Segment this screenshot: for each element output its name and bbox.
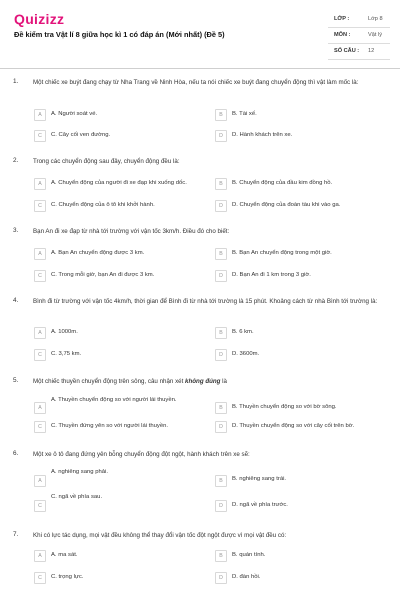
question-text: Bình đi từ trường với vận tốc 4km/h, thời gian để Bình đi từ nhà tới trường là 15 phút. Khoảng cách từ nhà Bình tới trường là: (33, 298, 378, 305)
question-text: Bạn An đi xe đạp từ nhà tới trường với vận tốc 3km/h. Điều đó cho biết: (33, 228, 230, 235)
option-letter-c: C (34, 349, 46, 361)
meta-subject-label: MÔN : (334, 32, 351, 38)
option-text: D. ngã về phía trước. (232, 502, 288, 508)
option-letter-a: A (34, 109, 46, 121)
option-text: B. Chuyển động của đầu kim đồng hồ. (232, 180, 333, 186)
option-text: D. Chuyển động của đoàn tàu khi vào ga. (232, 202, 341, 208)
option-text: C. Chuyển động của ô tô khi khởi hành. (51, 202, 155, 208)
question-text: Khi có lực tác dụng, mọi vật đều không thể thay đổi vận tốc đột ngột được vì mọi vật đều có: (33, 532, 287, 539)
meta-count-label: SỐ CÂU : (334, 48, 360, 54)
question-text (33, 377, 385, 387)
question-text: Trong các chuyển động sau đây, chuyển động đều là: (33, 158, 180, 165)
question-number: 2. (13, 157, 19, 164)
option-letter-a: A (34, 178, 46, 190)
option-letter-c: C (34, 130, 46, 142)
option-letter-d: D (215, 200, 227, 212)
option-letter-b: B (215, 248, 227, 260)
question-text: Một chiếc xe buýt đang chạy từ Nha Trang về Ninh Hòa, nếu ta nói chiếc xe buýt đang chuyển động thì vật làm mốc là: (33, 79, 359, 86)
question-number: 1. (13, 78, 19, 85)
worksheet-title: Đề kiểm tra Vật lí 8 giữa học kì 1 có đáp án (Mới nhất) (Đề 5) (14, 30, 225, 39)
option-text: A. Chuyển động của người đi xe đạp khi xuống dốc. (51, 180, 187, 186)
option-letter-b: B (215, 327, 227, 339)
option-text: A. Bạn An chuyển động được 3 km. (51, 250, 145, 256)
option-text: B. Bạn An chuyển động trong một giờ. (232, 250, 332, 256)
option-letter-b: B (215, 109, 227, 121)
question-4 (0, 297, 400, 367)
question-2 (0, 157, 400, 217)
worksheet-meta (328, 12, 390, 60)
meta-class-label: LỚP : (334, 16, 350, 22)
question-number: 6. (13, 450, 19, 457)
question-7 (0, 531, 400, 591)
option-text: D. Bạn An đi 1 km trong 3 giờ. (232, 272, 311, 278)
option-letter-d: D (215, 500, 227, 512)
option-text: B. Thuyền chuyển động so với bờ sông. (232, 404, 337, 410)
option-text: A. nghiêng sang phải. (51, 469, 108, 475)
option-text: B. nghiêng sang trái. (232, 476, 287, 482)
option-text: B. Tài xế. (232, 111, 257, 117)
option-text: B. 6 km. (232, 329, 254, 335)
meta-count-value: 12 (368, 48, 375, 54)
option-text: B. quán tính. (232, 552, 266, 558)
option-text: A. Người soát vé. (51, 111, 98, 117)
option-text: C. trọng lực. (51, 574, 84, 580)
option-letter-b: B (215, 402, 227, 414)
option-text: C. Thuyền đứng yên so với người lái thuyền. (51, 423, 169, 429)
option-letter-a: A (34, 550, 46, 562)
question-3 (0, 227, 400, 287)
meta-subject-value: Vật lý (368, 32, 382, 38)
question-number: 7. (13, 531, 19, 538)
option-text: D. đàn hồi. (232, 574, 261, 580)
meta-count-row (328, 44, 390, 60)
option-letter-d: D (215, 270, 227, 282)
question-6 (0, 450, 400, 520)
option-letter-a: A (34, 475, 46, 487)
meta-class-value: Lớp 8 (368, 16, 383, 22)
option-text: A. Thuyền chuyển động so với người lái thuyền. (51, 397, 177, 403)
option-text: A. 1000m. (51, 329, 78, 335)
option-letter-c: C (34, 500, 46, 512)
option-text: C. 3,75 km. (51, 351, 82, 357)
option-letter-c: C (34, 421, 46, 433)
worksheet-header (0, 0, 400, 64)
option-text: C. Cây cối ven đường. (51, 132, 111, 138)
option-letter-d: D (215, 349, 227, 361)
quizizz-logo: Quizizz (14, 11, 65, 27)
question-text: Một xe ô tô đang đứng yên bỗng chuyển động đột ngột, hành khách trên xe sẽ: (33, 451, 250, 458)
question-number: 3. (13, 227, 19, 234)
option-letter-b: B (215, 178, 227, 190)
question-text-start: Một chiếc thuyền chuyển động trên sông, câu nhận xét (33, 378, 186, 385)
question-text-end: là (220, 378, 227, 385)
option-letter-b: B (215, 475, 227, 487)
meta-class-row (328, 12, 390, 28)
option-letter-a: A (34, 327, 46, 339)
question-number: 5. (13, 377, 19, 384)
option-letter-c: C (34, 270, 46, 282)
question-text-emphasis: không đúng (185, 378, 221, 385)
option-letter-c: C (34, 200, 46, 212)
option-text: D. Hành khách trên xe. (232, 132, 293, 138)
question-1 (0, 78, 400, 148)
question-number: 4. (13, 297, 19, 304)
option-text: D. 3600m. (232, 351, 260, 357)
option-letter-d: D (215, 572, 227, 584)
option-text: C. ngã về phía sau. (51, 494, 103, 500)
option-letter-d: D (215, 130, 227, 142)
option-letter-a: A (34, 402, 46, 414)
option-text: C. Trong mỗi giờ, bạn An đi được 3 km. (51, 272, 155, 278)
option-letter-a: A (34, 248, 46, 260)
option-letter-b: B (215, 550, 227, 562)
option-text: D. Thuyền chuyển động so với cây cối trên bờ. (232, 423, 355, 429)
option-text: A. ma sát. (51, 552, 78, 558)
meta-subject-row (328, 28, 390, 44)
question-5 (0, 377, 400, 439)
option-letter-d: D (215, 421, 227, 433)
header-divider (0, 68, 400, 69)
option-letter-c: C (34, 572, 46, 584)
